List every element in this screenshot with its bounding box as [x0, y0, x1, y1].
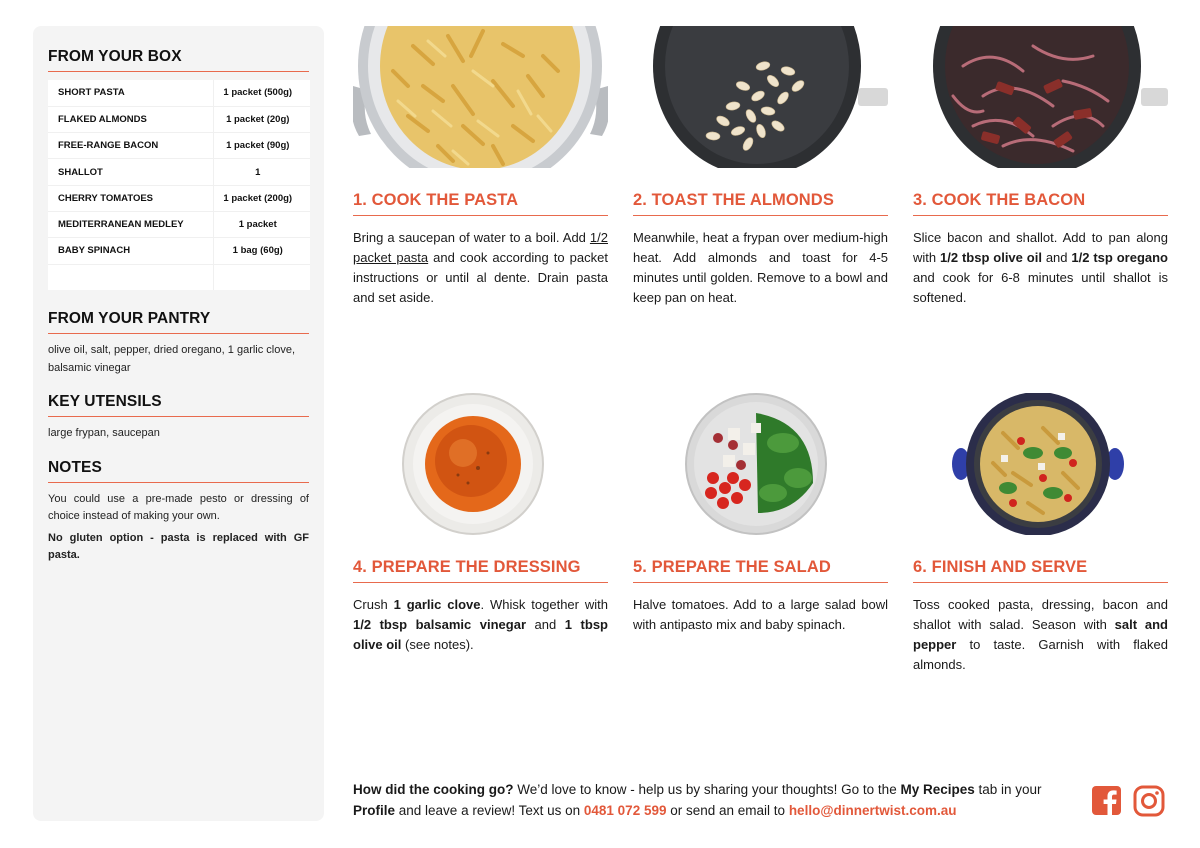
feedback-footer: [353, 779, 1073, 821]
step-1-body: [353, 228, 608, 308]
text-run: My Recipes: [900, 782, 975, 797]
text-run: Profile: [353, 803, 396, 818]
notes-gluten-text: No gluten option - pasta is replaced with GF pasta.: [48, 531, 309, 562]
almonds-pan-photo: [633, 26, 888, 168]
text-run: and: [1041, 250, 1072, 265]
ingredient-quantity: 1 bag (60g): [213, 238, 310, 264]
text-run: and cook according to packet instructions or until al dente. Drain pasta and set aside.: [353, 250, 608, 305]
step-6-title: 6. FINISH AND SERVE: [913, 558, 1168, 583]
step-6-body: [913, 595, 1168, 675]
ingredient-row: [48, 185, 310, 211]
step-2-body: [633, 228, 888, 308]
pantry-text: olive oil, salt, pepper, dried oregano, 1 garlic clove, balsamic vinegar: [48, 344, 296, 374]
step-3: [913, 26, 1168, 308]
ingredient-quantity: 1 packet (90g): [213, 133, 310, 159]
ingredient-row-empty: [48, 264, 310, 290]
step-4-title: 4. PREPARE THE DRESSING: [353, 558, 608, 583]
ingredient-quantity: 1 packet (500g): [213, 80, 310, 106]
dressing-bowl-photo: [353, 393, 608, 535]
text-run: 1/2 packet pasta: [353, 230, 608, 265]
ingredient-name: FLAKED ALMONDS: [48, 106, 213, 132]
ingredient-quantity: 1 packet (200g): [213, 185, 310, 211]
text-run: 1 garlic clove: [393, 597, 481, 612]
text-run: Slice bacon and shallot. Add to pan along with: [913, 230, 1168, 265]
text-run: 1 tbsp olive oil: [353, 617, 608, 652]
ingredients-table: [48, 80, 310, 290]
text-run: and: [526, 617, 565, 632]
ingredient-row: [48, 80, 310, 106]
notes-heading: NOTES: [48, 459, 309, 483]
ingredient-row: [48, 106, 310, 132]
ingredient-name: SHORT PASTA: [48, 80, 213, 106]
ingredient-row: [48, 211, 310, 237]
step-4-body: [353, 595, 608, 655]
text-run: 1/2 tbsp balsamic vinegar: [353, 617, 527, 632]
text-run: tab in your: [974, 782, 1042, 797]
from-your-box-heading: FROM YOUR BOX: [48, 48, 309, 72]
step-5-title: 5. PREPARE THE SALAD: [633, 558, 888, 583]
step-3-title: 3. COOK THE BACON: [913, 191, 1168, 216]
text-run: Halve tomatoes. Add to a large salad bowl with antipasto mix and baby spinach.: [633, 597, 888, 632]
ingredient-row: [48, 238, 310, 264]
salad-bowl-photo: [633, 393, 888, 535]
instagram-icon[interactable]: [1133, 785, 1165, 822]
text-run: Meanwhile, heat a frypan over medium-high heat. Add almonds and toast for 4-5 minutes until golden. Remove to a bowl and keep pan on heat.: [633, 230, 888, 305]
text-run: and cook for 6-8 minutes until shallot is softened.: [913, 270, 1168, 305]
contact-link[interactable]: hello@dinnertwist.com.au: [788, 803, 957, 818]
step-4: [353, 393, 608, 655]
text-run: Toss cooked pasta, dressing, bacon and shallot with salad. Season with: [913, 597, 1168, 632]
text-run: or send an email to: [666, 803, 789, 818]
step-3-body: [913, 228, 1168, 308]
key-utensils-heading: KEY UTENSILS: [48, 393, 309, 417]
facebook-icon[interactable]: [1091, 785, 1122, 821]
step-5: [633, 393, 888, 635]
text-run: 1/2 tsp oregano: [1071, 250, 1168, 265]
ingredient-name: CHERRY TOMATOES: [48, 185, 213, 211]
ingredient-quantity: 1 packet (20g): [213, 106, 310, 132]
step-2: [633, 26, 888, 308]
pasta-pot-photo: [353, 26, 608, 168]
text-run: We’d love to know - help us by sharing your thoughts! Go to the: [513, 782, 901, 797]
utensils-text: large frypan, saucepan: [48, 427, 160, 440]
text-run: and leave a review! Text us on: [395, 803, 584, 818]
ingredient-name: BABY SPINACH: [48, 238, 213, 264]
step-1-title: 1. COOK THE PASTA: [353, 191, 608, 216]
text-run: Crush: [353, 597, 394, 612]
from-your-pantry-heading: FROM YOUR PANTRY: [48, 310, 309, 334]
notes-text: You could use a pre-made pesto or dressing of choice instead of making your own.: [48, 492, 309, 523]
text-run: to taste. Garnish with flaked almonds.: [913, 637, 1168, 672]
ingredient-row: [48, 159, 310, 185]
text-run: (see notes).: [401, 637, 474, 652]
contact-link[interactable]: 0481 072 599: [583, 803, 667, 818]
ingredient-name: FREE-RANGE BACON: [48, 133, 213, 159]
text-run: salt and pepper: [913, 617, 1168, 652]
text-run: . Whisk together with: [480, 597, 609, 612]
step-1: [353, 26, 608, 308]
ingredient-quantity: 1: [213, 159, 310, 185]
finished-dish-photo: [913, 393, 1168, 535]
step-6: [913, 393, 1168, 675]
ingredient-quantity: 1 packet: [213, 211, 310, 237]
step-5-body: [633, 595, 888, 635]
sidebar: [33, 26, 324, 821]
bacon-pan-photo: [913, 26, 1168, 168]
text-run: 1/2 tbsp olive oil: [940, 250, 1042, 265]
ingredient-name: MEDITERRANEAN MEDLEY: [48, 211, 213, 237]
ingredient-name: SHALLOT: [48, 159, 213, 185]
text-run: How did the cooking go?: [353, 782, 514, 797]
ingredient-row: [48, 133, 310, 159]
step-2-title: 2. TOAST THE ALMONDS: [633, 191, 888, 216]
text-run: Bring a saucepan of water to a boil. Add: [353, 230, 590, 245]
